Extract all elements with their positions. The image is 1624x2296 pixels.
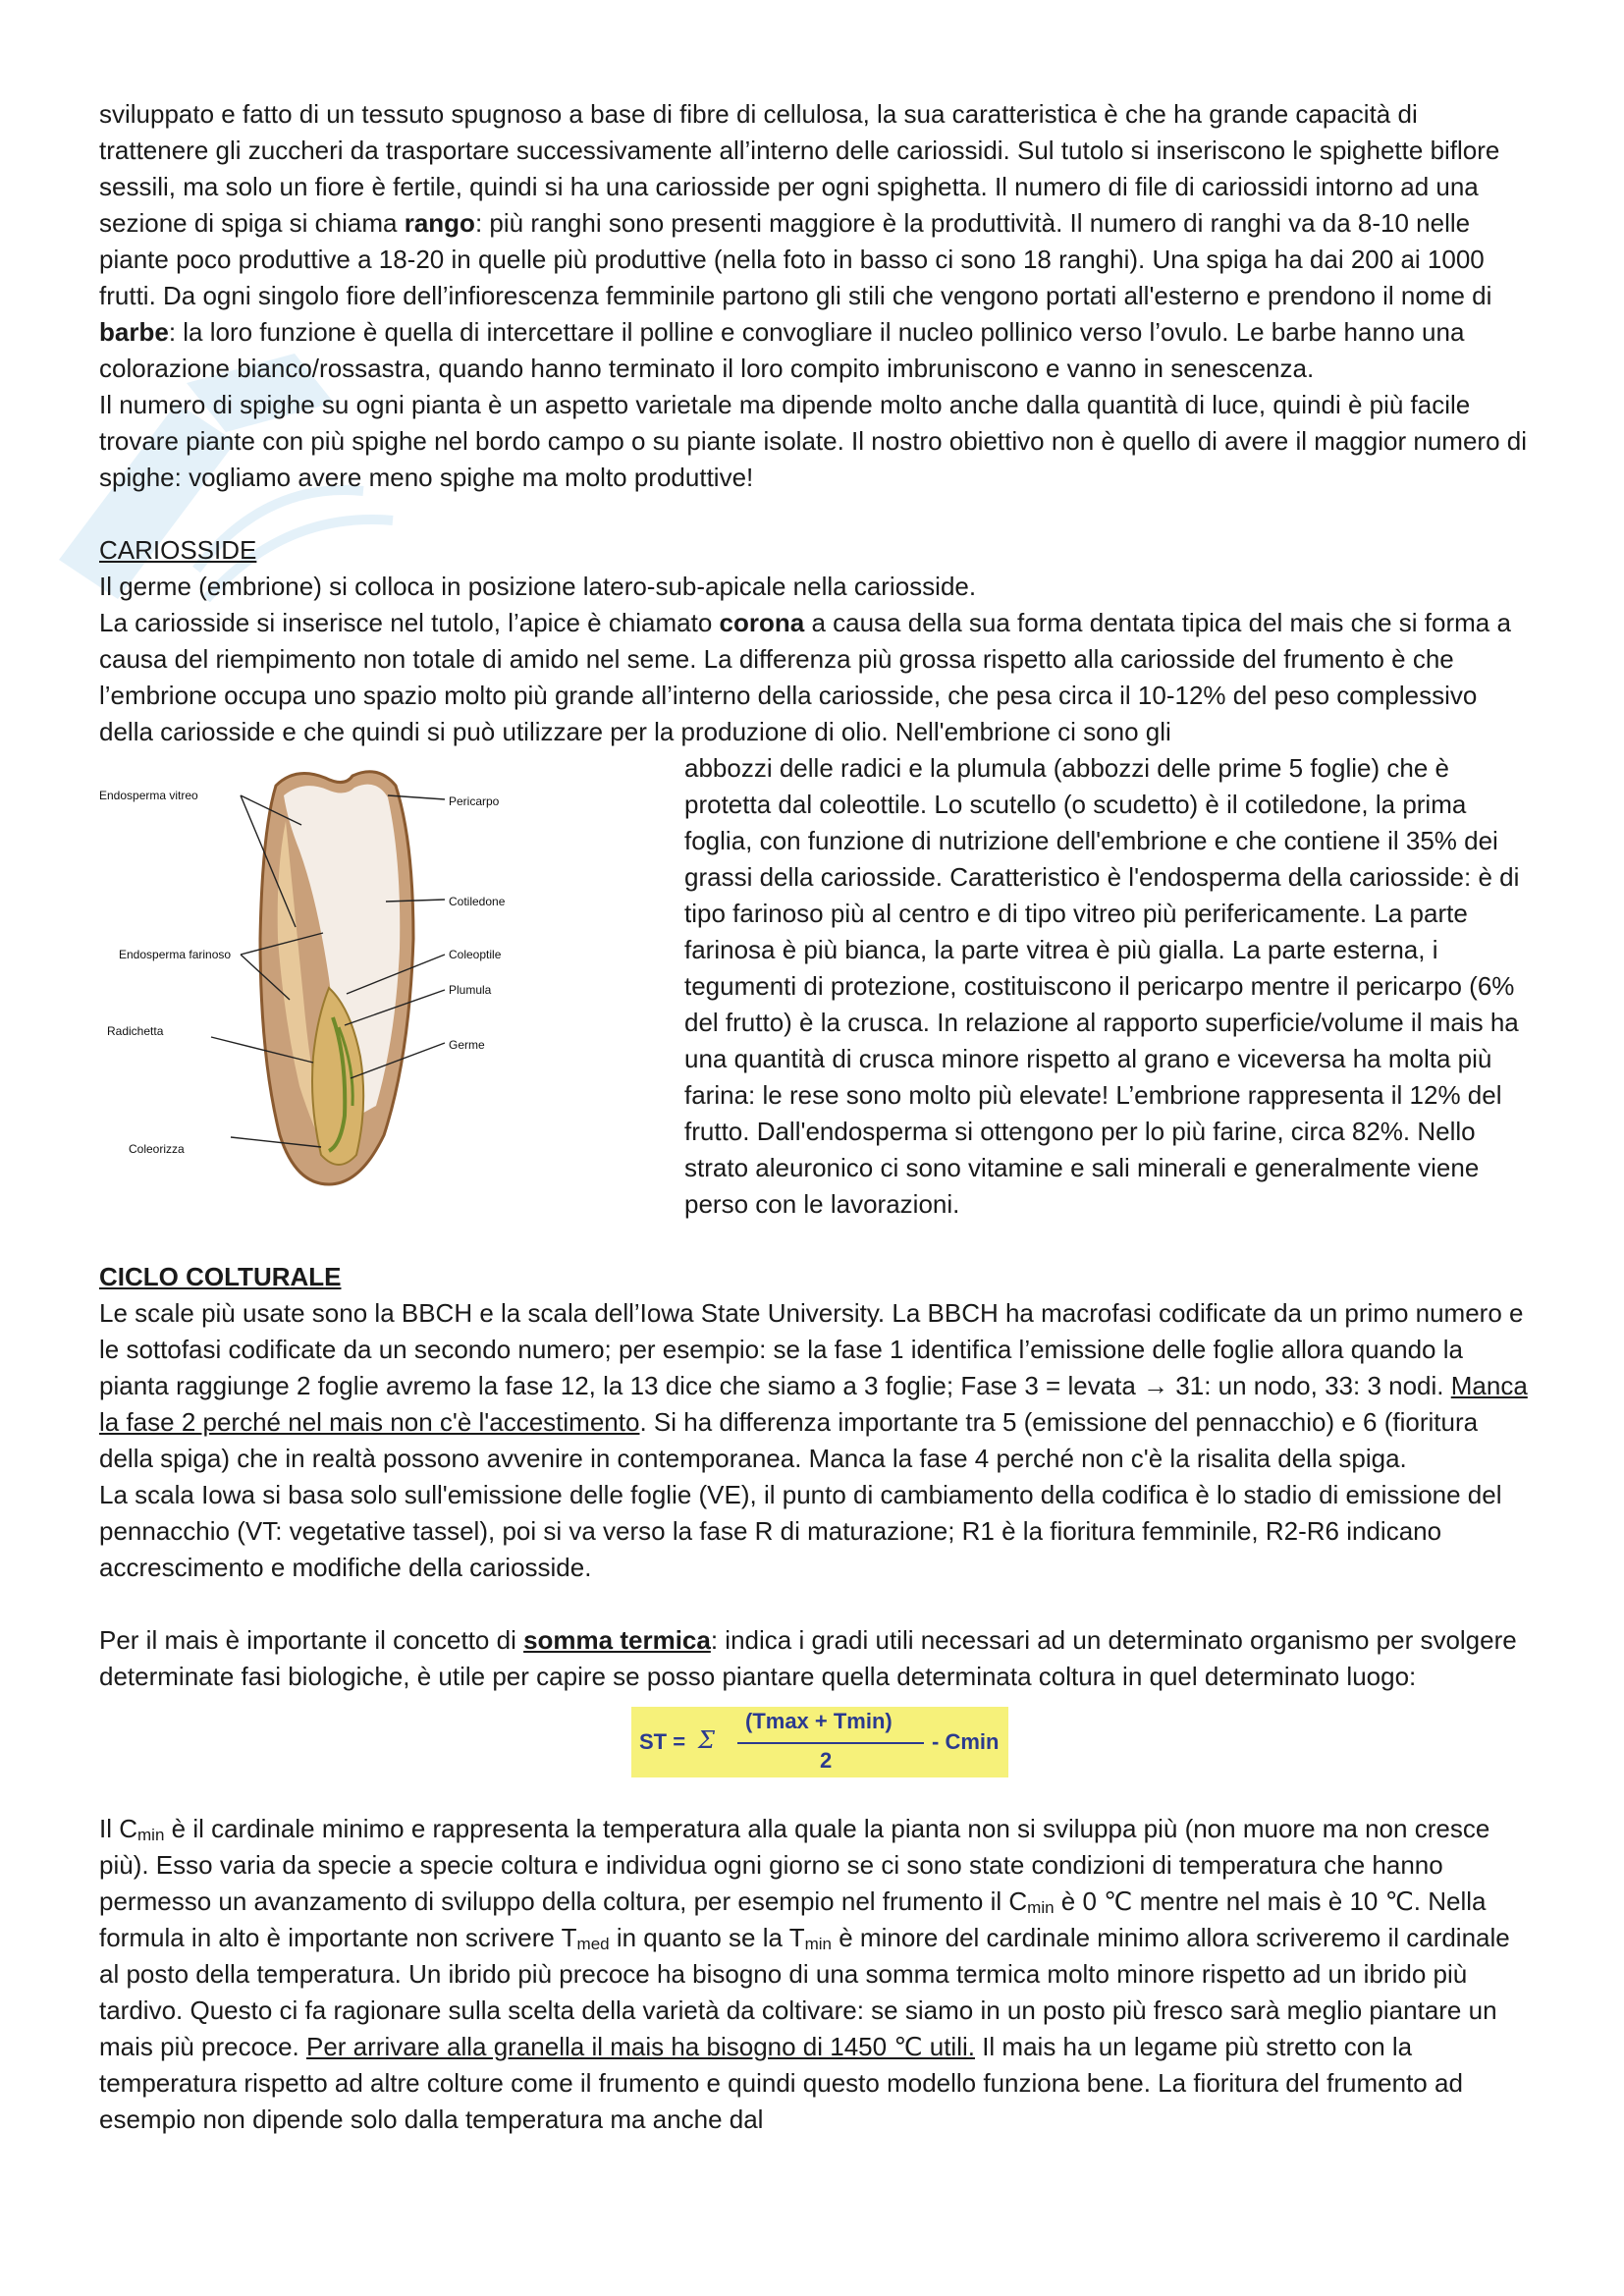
fraction-bar xyxy=(737,1742,924,1744)
paragraph-corona: La cariosside si inserisce nel tutolo, l’apice è chiamato corona a causa della sua forma dentata tipica del mais che si forma a causa del riempimento non totale di amido nel seme. La differenza più grossa rispetto alla cariosside del frumento è che l’embrione occupa uno spazio molto più grande all’interno della cariosside, che pesa circa il 10-12% del peso complessivo della cariosside e che quindi si può utilizzare per la produzione di olio. Nell'embrione ci sono gli xyxy=(99,608,1511,746)
term-corona: corona xyxy=(719,608,805,637)
label-coleoptile: Coleoptile xyxy=(449,948,502,961)
formula-somma-termica xyxy=(631,1707,1008,1777)
label-pericarpo: Pericarpo xyxy=(449,794,500,808)
paragraph-spighe: Il numero di spighe su ogni pianta è un aspetto varietale ma dipende molto anche dalla quantità di luce, quindi è più facile trovare piante con più spighe nel bordo campo o su piante isolate. Il nostro obiettivo non è quello di avere il maggior numero di spighe: vogliamo avere meno spighe ma molto produttive! xyxy=(99,390,1527,492)
paragraph-somma-termica: Per il mais è importante il concetto di somma termica: indica i gradi utili necessari ad un determinato organismo per svolgere determinate fasi biologiche, è utile per capire se posso piantare quella determinata coltura in quel determinato luogo: xyxy=(99,1625,1517,1691)
heading-ciclo-colturale: CICLO COLTURALE xyxy=(99,1262,342,1291)
label-germe: Germe xyxy=(449,1038,485,1052)
label-coleorizza: Coleorizza xyxy=(129,1142,185,1156)
term-barbe: barbe xyxy=(99,317,169,347)
term-rango: rango xyxy=(404,208,475,238)
formula-rhs: - Cmin xyxy=(932,1729,1000,1754)
kernel-figure xyxy=(93,762,592,1194)
label-endosperma-vitreo: Endosperma vitreo xyxy=(99,789,198,802)
heading-cariosside: CARIOSSIDE xyxy=(99,535,257,565)
formula-block xyxy=(99,1695,1533,1811)
paragraph-cardinale-minimo: Il $C_{min}$ è il cardinale minimo e rappresenta la temperatura alla quale la pianta non si sviluppa più (non muore ma non cresce più). Esso varia da specie a specie coltura e individua ogni giorno se ci sono state condizioni di temperatura che hanno permesso un avanzamento di sviluppo della coltura, per esempio nel frumento il $C_{min}$ è 0 ℃ mentre nel mais è 10 ℃. Nella formula in alto è importante non scrivere $T_{med}$ in quanto se la $T_{min}$ è minore del cardinale minimo allora scriveremo il cardinale al posto della temperatura. Un ibrido più precoce ha bisogno di una somma termica molto minore rispetto ad un ibrido più tardivo. Questo ci fa ragionare sulla scelta della varietà da coltivare: se siamo in un posto più fresco sarà meglio piantare un mais più precoce. Per arrivare alla granella il mais ha bisogno di 1450 ℃ utili. Il mais ha un legame più stretto con la temperatura rispetto ad altre colture come il frumento e quindi questo modello funziona bene. La fioritura del frumento ad esempio non dipende solo dalla temperatura ma anche dal xyxy=(99,1814,1510,2134)
formula-denominator: 2 xyxy=(820,1748,833,1773)
formula-lhs: ST = xyxy=(639,1729,686,1754)
page-content xyxy=(99,96,1533,2138)
kernel-diagram xyxy=(93,762,592,1194)
sigma-symbol: Σ xyxy=(698,1726,715,1754)
underlined-accestimento: Manca la fase 2 perché nel mais non c'è l'accestimento xyxy=(99,1371,1528,1437)
paragraph-embrione: abbozzi delle radici e la plumula (abbozzi delle prime 5 foglie) che è protetta dal coleottile. Lo scutello (o scudetto) è il cotiledone, la prima foglia, con funzione di nutrizione dell'embrione e che contiene il 35% dei grassi della cariosside. Caratteristico è l'endosperma della cariosside: è di tipo farinoso più al centro e di tipo vitreo più perifericamente. La parte farinosa è più bianca, la parte vitrea è più gialla. La parte esterna, i tegumenti di protezione, costituiscono il pericarpo mentre il pericarpo (6% del frutto) è la crusca. In relazione al rapporto superficie/volume il mais ha una quantità di crusca minore rispetto al grano e viceversa ha molta più farina: le rese sono molto più elevate! L’embrione rappresenta il 12% del frutto. Dall'endosperma si ottengono per lo più farine, circa 82%. Nello strato aleuronico ci sono vitamine e sali minerali e generalmente viene perso con le lavorazioni. xyxy=(684,753,1520,1219)
paragraph-germe: Il germe (embrione) si colloca in posizione latero-sub-apicale nella cariosside. xyxy=(99,572,977,601)
formula-numerator: (Tmax + Tmin) xyxy=(745,1709,893,1733)
paragraph-bbch: Le scale più usate sono la BBCH e la scala dell’Iowa State University. La BBCH ha macrofasi codificate da un primo numero e le sottofasi codificate da un secondo numero; per esempio: se la fase 1 identifica l’emissione delle foglie allora quando la pianta raggiunge 2 foglie avremo la fase 12, la 13 dice che siamo a 3 foglie; Fase 3 = levata → 31: un nodo, 33: 3 nodi. Manca la fase 2 perché nel mais non c'è l'accestimento. Si ha differenza importante tra 5 (emissione del pennacchio) e 6 (fioritura della spiga) che in realtà possono avvenire in contemporanea. Manca la fase 4 perché non c'è la risalita della spiga. xyxy=(99,1298,1528,1473)
label-plumula: Plumula xyxy=(449,983,492,997)
paragraph-spiga: sviluppato e fatto di un tessuto spugnoso a base di fibre di cellulosa, la sua caratteristica è che ha grande capacità di trattenere gli zuccheri da trasportare successivamente all’interno delle cariossidi. Sul tutolo si inseriscono le spighette biflore sessili, ma solo un fiore è fertile, quindi si ha una cariosside per ogni spighetta. Il numero di file di cariossidi intorno ad una sezione di spiga si chiama rango: più ranghi sono presenti maggiore è la produttività. Il numero di ranghi va da 8-10 nelle piante poco produttive a 18-20 in quelle più produttive (nella foto in basso ci sono 18 ranghi). Una spiga ha dai 200 ai 1000 frutti. Da ogni singolo fiore dell’infiorescenza femminile partono gli stili che vengono portati all'esterno e prendono il nome di barbe: la loro funzione è quella di intercettare il polline e convogliare il nucleo pollinico verso l’ovulo. Le barbe hanno una colorazione bianco/rossastra, quando hanno terminato il loro compito imbruniscono e vanno in senescenza. xyxy=(99,99,1500,383)
term-somma-termica: somma termica xyxy=(523,1625,711,1655)
paragraph-iowa: La scala Iowa si basa solo sull'emissione delle foglie (VE), il punto di cambiamento della codifica è lo stadio di emissione del pennacchio (VT: vegetative tassel), poi si va verso la fase R di maturazione; R1 è la fioritura femminile, R2-R6 indicano accrescimento e modifiche della cariosside. xyxy=(99,1480,1502,1582)
label-radichetta: Radichetta xyxy=(107,1024,164,1038)
underlined-granella: Per arrivare alla granella il mais ha bisogno di 1450 ℃ utili. xyxy=(305,2032,975,2061)
label-cotiledone: Cotiledone xyxy=(449,895,506,908)
figure-row xyxy=(99,750,1533,1223)
label-endosperma-farinoso: Endosperma farinoso xyxy=(119,948,232,961)
